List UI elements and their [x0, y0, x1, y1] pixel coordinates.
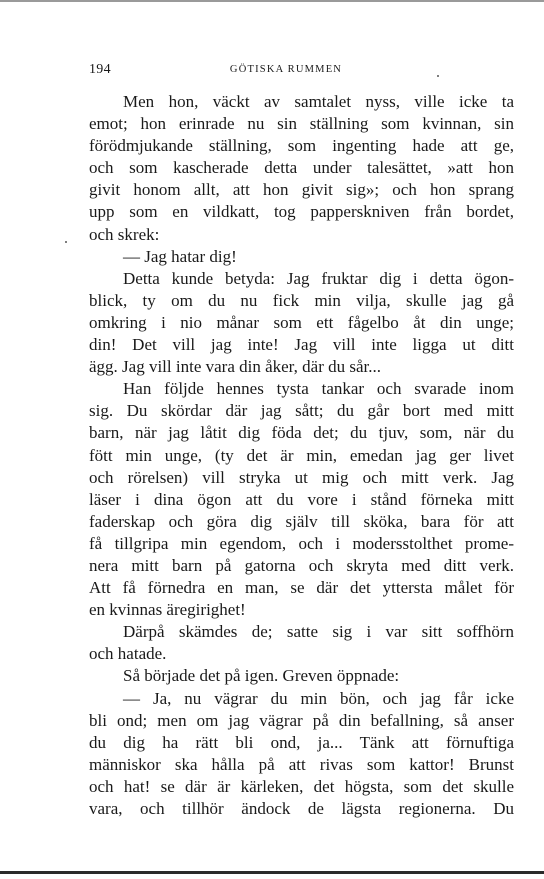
top-edge-rule — [0, 0, 544, 2]
text-line: Så började det på igen. Greven öppnade: — [123, 666, 400, 686]
text-line: Detta kunde betyda: Jag fruktar dig i detta ögon- — [123, 268, 514, 288]
text-line: ägg. Jag vill inte vara din åker, där du sår... — [89, 357, 382, 377]
text-line: — Ja, nu vägrar du min bön, och jag får icke — [123, 688, 514, 708]
text-line: bli ond; men om jag vägrar på din befallning, så anser — [89, 710, 514, 730]
body-text — [89, 91, 514, 820]
running-title: GÖTISKA RUMMEN — [229, 64, 343, 75]
text-line: blick, ty om du nu fick min vilja, skulle jag gå — [89, 290, 514, 310]
text-line: nera mitt barn på gatorna och skryta med ditt verk. — [89, 555, 514, 575]
text-line: omkring i nio månar som ett fågelbo åt din unge; — [89, 312, 514, 332]
page-number: 194 — [89, 62, 111, 77]
text-line: och som kascherade detta under talesättet, »att hon — [89, 158, 514, 178]
text-line: vara, och tillhör ändock de lägsta regionerna. Du — [89, 799, 514, 818]
text-line: människor ska hålla på att rivas som kattor! Brunst — [89, 754, 514, 774]
text-line: — Jag hatar dig! — [123, 246, 237, 266]
text-line: emot; hon erinrade nu sin ställning som kvinnan, sin — [89, 114, 514, 134]
running-head — [0, 64, 544, 75]
text-line: få tillgripa min egendom, och i modersstolthet prome- — [89, 533, 514, 553]
text-line: och rörelsen) vill stryka ut mig och mitt verk. Jag — [89, 467, 514, 487]
text-line: och skrek: — [89, 224, 160, 244]
text-line: Men hon, väckt av samtalet nyss, ville icke ta — [123, 92, 514, 111]
text-line: du dig ha rätt bli ond, ja... Tänk att förnuftiga — [89, 732, 514, 752]
text-line: din! Det vill jag inte! Jag vill inte ligga ut ditt — [89, 335, 514, 355]
text-line: sig. Du skördar där jag sått; du går bort med mitt — [89, 401, 514, 421]
print-speck — [437, 75, 439, 77]
text-line: läser i dina ögon att du vore i stånd förneka mitt — [89, 489, 514, 509]
text-line: barn, när jag låtit dig föda det; du tjuv, som, när du — [89, 423, 514, 443]
text-line: en kvinnas äregirighet! — [89, 600, 246, 620]
text-line: Han följde hennes tysta tankar och svarade inom — [123, 379, 514, 399]
text-line: Att få förnedra en man, se där det yttersta målet för — [89, 578, 514, 598]
print-speck — [65, 241, 67, 243]
text-line: faderskap och göra dig själv till sköka, bara för att — [89, 511, 514, 531]
text-line: givit honom allt, att hon givit sig»; och hon sprang — [89, 180, 514, 200]
text-line: fött min unge, (ty det är min, emedan jag ger livet — [89, 445, 514, 465]
text-line: upp som en vildkatt, tog papperskniven från bordet, — [89, 202, 514, 222]
text-line: och hat! se där är kärleken, det högsta, som det skulle — [89, 776, 514, 796]
text-line: förödmjukande ställning, som ingenting hade att ge, — [89, 136, 514, 156]
text-line: Därpå skämdes de; satte sig i var sitt soffhörn — [123, 622, 514, 642]
bottom-edge-rule — [0, 871, 544, 874]
text-line: och hatade. — [89, 644, 167, 664]
